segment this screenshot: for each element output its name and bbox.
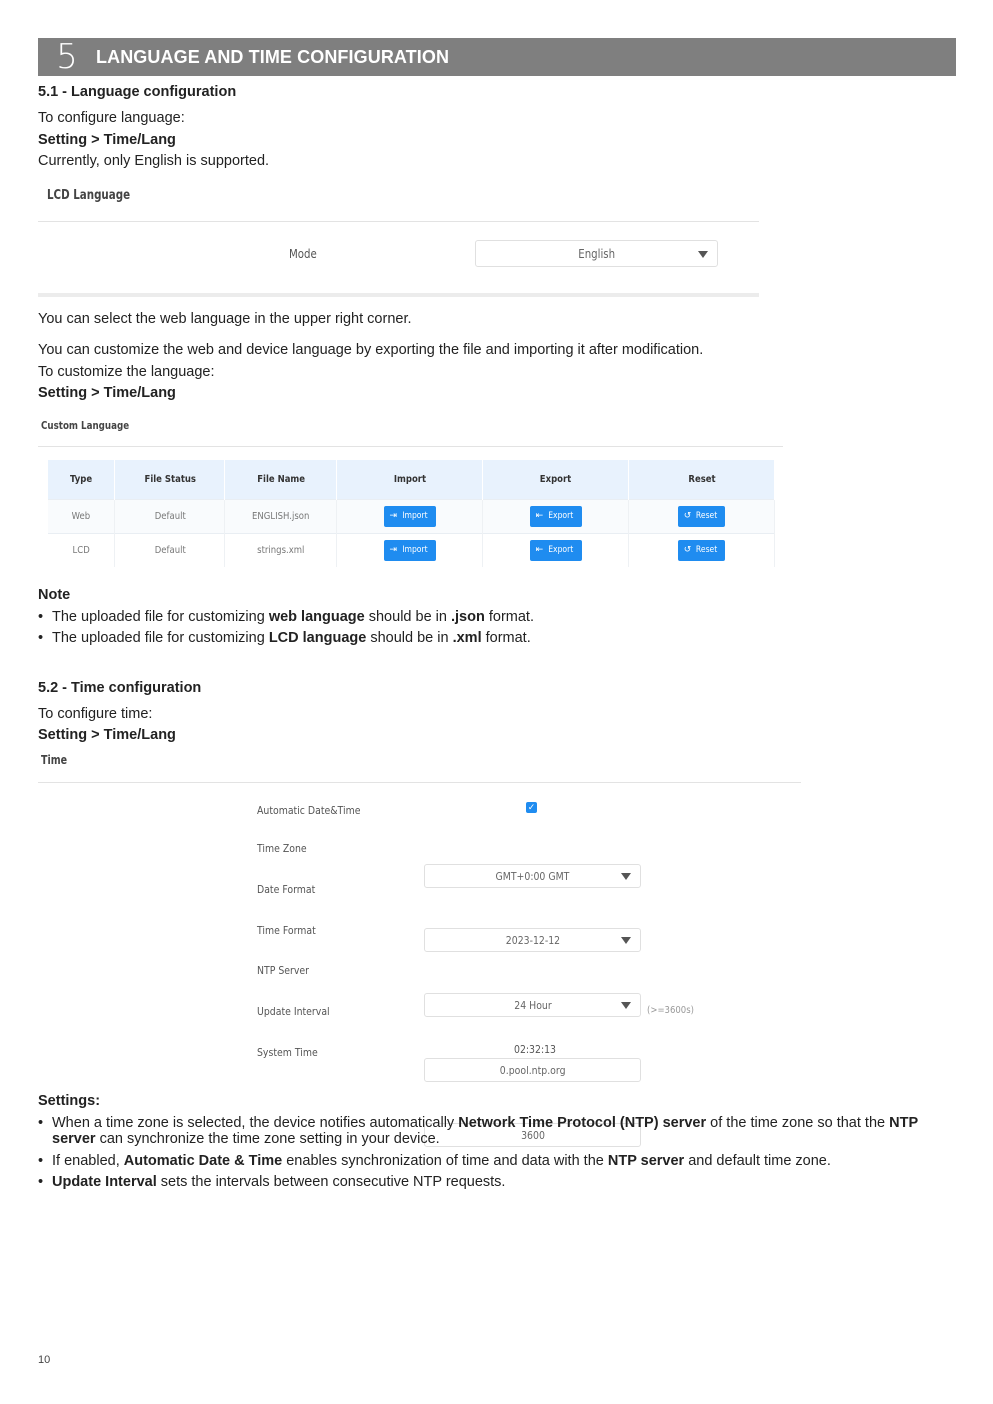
- export-button[interactable]: ⇤ Export: [530, 506, 582, 527]
- time-zone-label: Time Zone: [257, 842, 307, 855]
- export-icon: ⇤: [535, 545, 544, 556]
- settings-bullet: • If enabled, Automatic Date & Time enables synchronization of time and data with the NTP server and default time zone.: [38, 1153, 831, 1169]
- date-format-label: Date Format: [257, 883, 316, 896]
- export-button[interactable]: ⇤ Export: [530, 540, 582, 561]
- reset-button[interactable]: ↺ Reset: [678, 506, 726, 527]
- status-cell: Default: [115, 499, 225, 533]
- update-interval-input[interactable]: 3600: [424, 1123, 641, 1147]
- paragraph: To configure time:: [38, 706, 153, 722]
- time-format-select[interactable]: 24 Hour: [424, 993, 641, 1017]
- section-heading-5-2: 5.2 - Time configuration: [38, 680, 202, 696]
- reset-icon: ↺: [683, 511, 692, 521]
- note-bullet: • The uploaded file for customizing LCD language should be in .xml format.: [38, 630, 531, 646]
- settings-bullet: • When a time zone is selected, the device notifies automatically Network Time Protocol (NTP) server of the time zone so that the NTP server can synchronize the time zone setting in your device.: [38, 1115, 918, 1147]
- column-header: File Status: [115, 460, 225, 499]
- panel-bottom-border: [38, 293, 759, 297]
- system-time-value: 02:32:13: [514, 1043, 556, 1056]
- time-format-label: Time Format: [257, 924, 316, 937]
- paragraph: You can select the web language in the upper right corner.: [38, 311, 412, 327]
- paragraph: To configure language:: [38, 110, 185, 126]
- ntp-server-input[interactable]: 0.pool.ntp.org: [424, 1058, 641, 1082]
- chapter-title: LANGUAGE AND TIME CONFIGURATION: [96, 46, 450, 67]
- divider: [38, 221, 759, 222]
- chapter-number: 5: [56, 37, 78, 77]
- chevron-down-icon: [698, 251, 708, 258]
- import-icon: ⇥: [389, 511, 398, 521]
- import-button[interactable]: ⇥ Import: [384, 540, 436, 561]
- chevron-down-icon: [621, 873, 631, 880]
- paragraph: To customize the language:: [38, 364, 215, 380]
- status-cell: Default: [115, 533, 225, 567]
- settings-heading: Settings:: [38, 1093, 101, 1109]
- section-heading-5-1: 5.1 - Language configuration: [38, 84, 237, 100]
- reset-button[interactable]: ↺ Reset: [678, 540, 726, 561]
- reset-icon: ↺: [683, 545, 692, 556]
- paragraph: You can customize the web and device language by exporting the file and importing it after modification.: [38, 342, 704, 358]
- time-panel-title: Time: [41, 753, 68, 767]
- divider: [38, 782, 801, 783]
- import-icon: ⇥: [389, 545, 398, 556]
- check-icon: ✓: [527, 802, 536, 812]
- table-row: [48, 499, 775, 533]
- column-header: Reset: [629, 460, 775, 499]
- note-heading: Note: [38, 587, 71, 603]
- automatic-date-time-label: Automatic Date&Time: [257, 804, 361, 817]
- mode-select-value: English: [578, 246, 615, 261]
- menu-path: Setting > Time/Lang: [38, 727, 176, 743]
- column-header: Type: [48, 460, 115, 499]
- system-time-label: System Time: [257, 1046, 318, 1059]
- divider: [38, 446, 783, 447]
- file-name-cell: strings.xml: [225, 533, 337, 567]
- time-zone-select[interactable]: GMT+0:00 GMT: [424, 864, 641, 888]
- table-row: [48, 533, 775, 567]
- chapter-header: [38, 38, 956, 76]
- type-cell: Web: [48, 499, 115, 533]
- lcd-language-panel-title: LCD Language: [47, 188, 131, 203]
- mode-select[interactable]: [475, 240, 718, 267]
- export-icon: ⇤: [535, 511, 544, 521]
- note-bullet: • The uploaded file for customizing web language should be in .json format.: [38, 609, 534, 625]
- chevron-down-icon: [621, 1002, 631, 1009]
- menu-path: Setting > Time/Lang: [38, 385, 176, 401]
- column-header: File Name: [225, 460, 337, 499]
- chevron-down-icon: [621, 937, 631, 944]
- custom-language-panel-title: Custom Language: [41, 419, 130, 432]
- menu-path: Setting > Time/Lang: [38, 132, 176, 148]
- type-cell: LCD: [48, 533, 115, 567]
- automatic-date-time-checkbox[interactable]: [526, 802, 537, 813]
- column-header: Export: [483, 460, 629, 499]
- file-name-cell: ENGLISH.json: [225, 499, 337, 533]
- table-header-row: [48, 460, 775, 499]
- column-header: Import: [337, 460, 483, 499]
- paragraph: Currently, only English is supported.: [38, 153, 270, 169]
- update-interval-hint: (>=3600s): [647, 1005, 694, 1016]
- date-format-select[interactable]: 2023-12-12: [424, 928, 641, 952]
- custom-language-table: [48, 460, 775, 567]
- ntp-server-label: NTP Server: [257, 964, 309, 977]
- settings-bullet: • Update Interval sets the intervals between consecutive NTP requests.: [38, 1174, 506, 1190]
- page-number: 10: [38, 1354, 51, 1366]
- import-button[interactable]: ⇥ Import: [384, 506, 436, 527]
- mode-label: Mode: [289, 247, 317, 261]
- update-interval-label: Update Interval: [257, 1005, 330, 1018]
